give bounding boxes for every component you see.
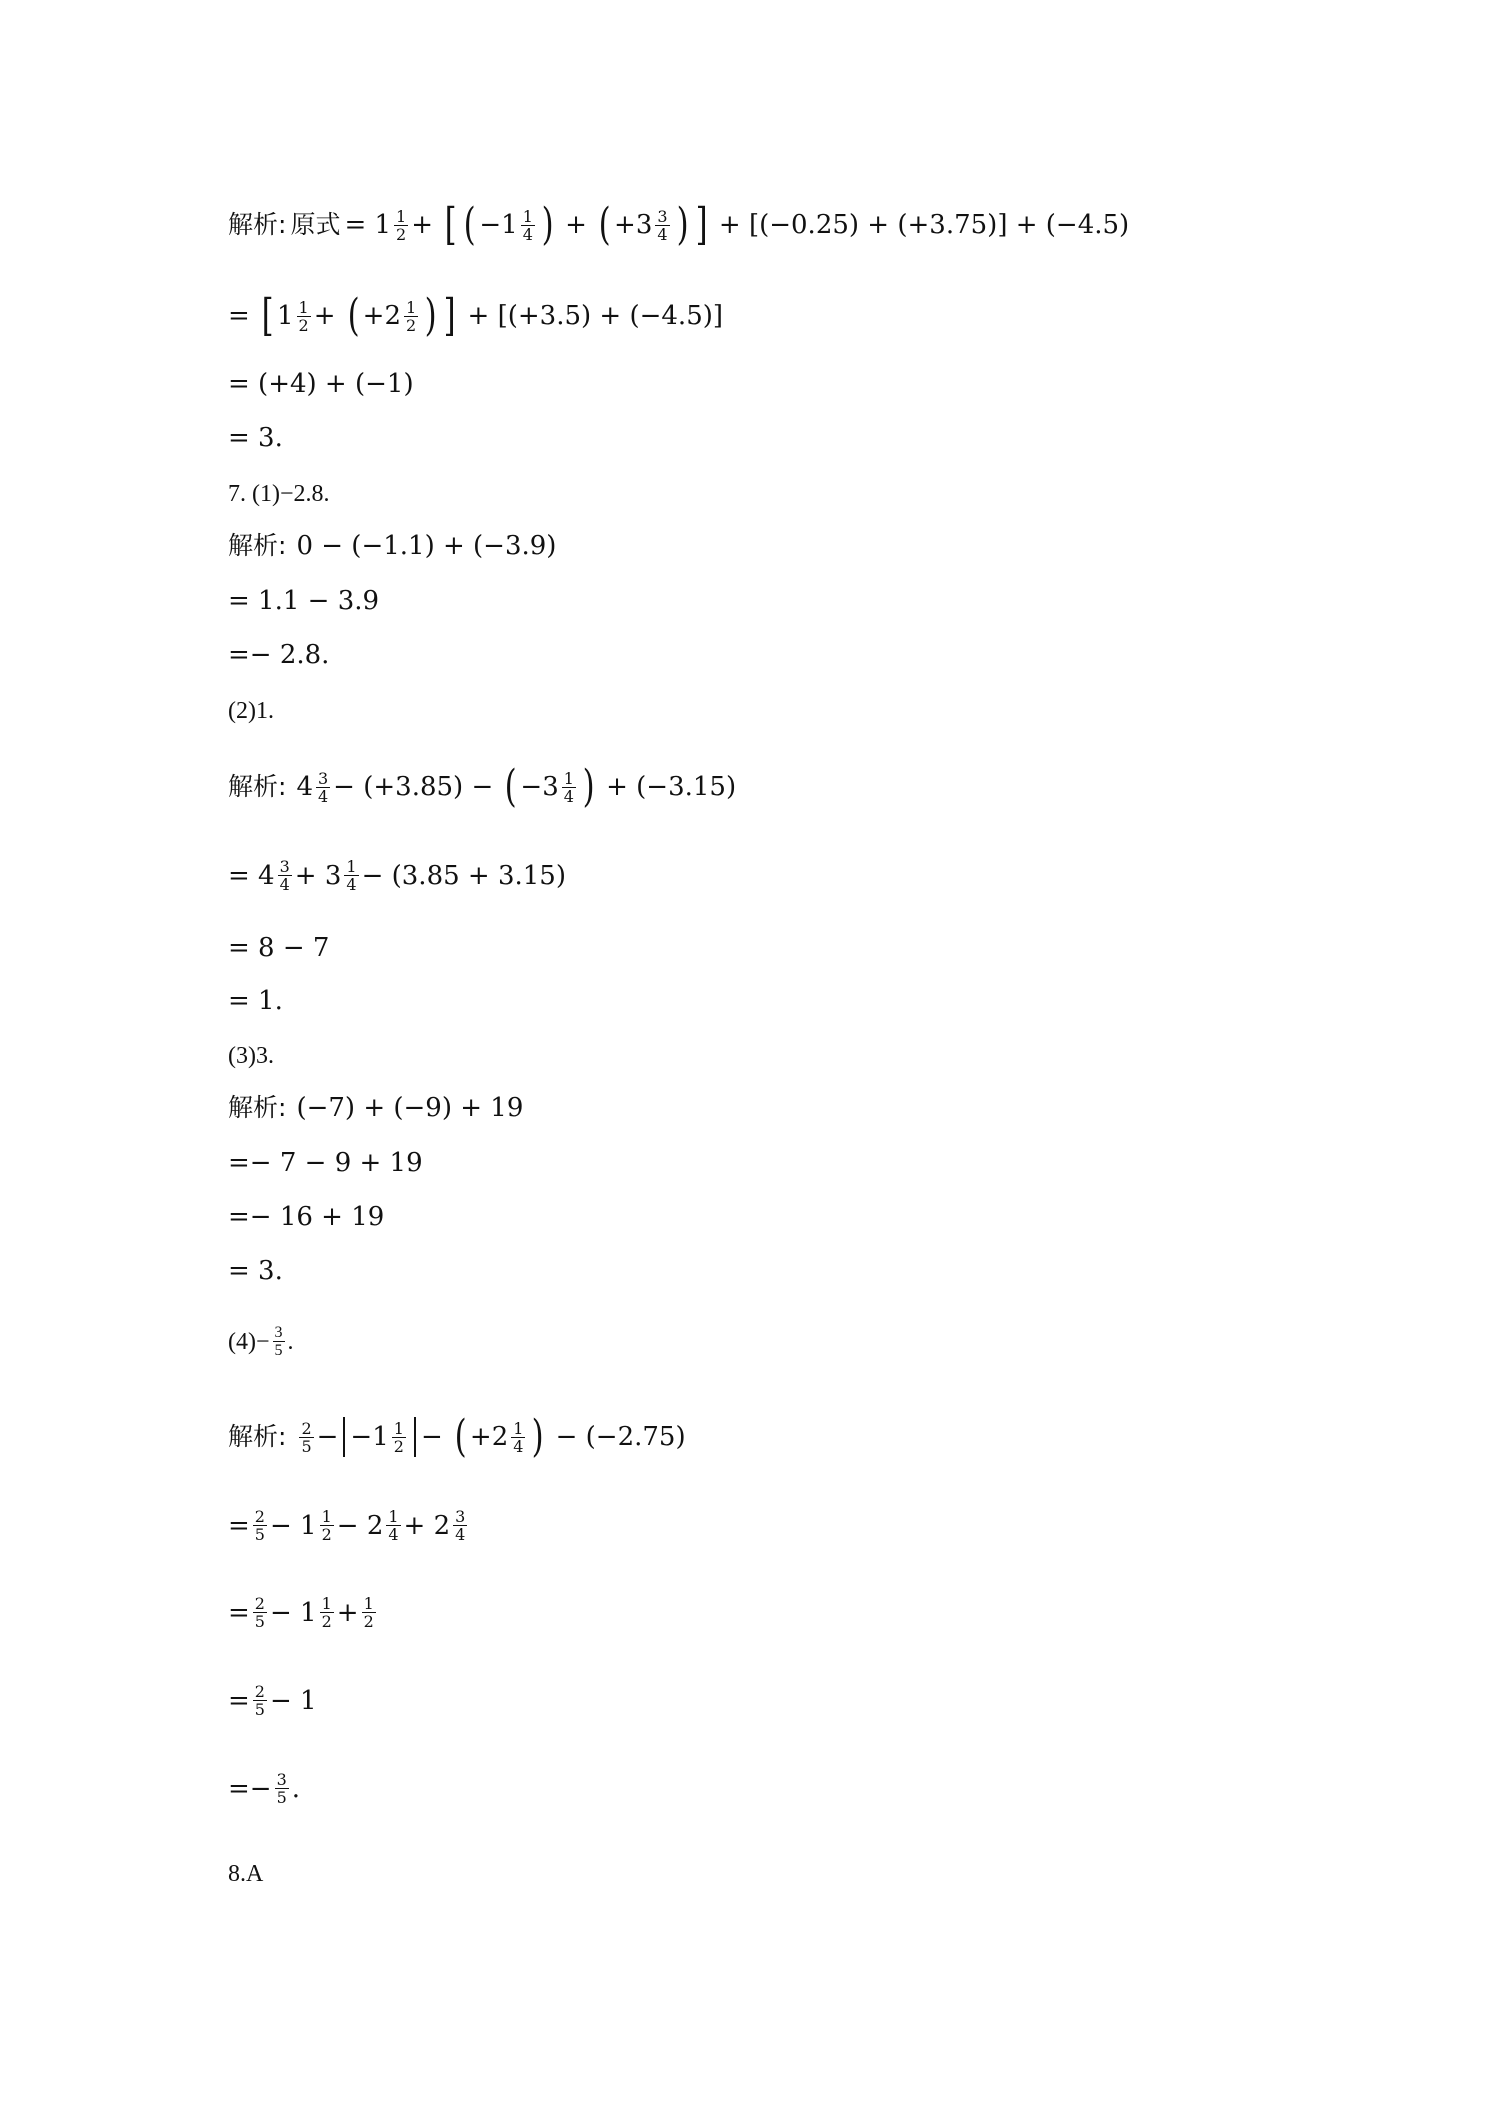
fraction: $\frac{2}{5}$	[301, 1418, 312, 1456]
expression-text: + (−3.15)	[606, 772, 737, 802]
expression-text: −	[316, 1422, 339, 1452]
solution-line: =− 7 − 9 + 19	[228, 1148, 423, 1178]
solution-line	[228, 1771, 300, 1806]
fraction: $\frac{1}{2}$	[321, 1507, 332, 1544]
problem-7-part-3-answer: (3)3.	[228, 1043, 274, 1069]
solution-line	[228, 761, 737, 812]
absolute-value-bar	[343, 1417, 345, 1457]
analysis-label: 解析:	[228, 210, 287, 239]
left-bracket: [	[444, 199, 457, 250]
problem-8-answer: 8.A	[228, 1861, 264, 1887]
fraction: $\frac{2}{5}$	[254, 1507, 265, 1544]
solution-line: = 1.	[228, 986, 283, 1016]
expression-text: =	[228, 1597, 250, 1628]
expression-text: − 2	[336, 1510, 384, 1541]
solution-line	[228, 199, 1130, 250]
right-paren: )	[541, 199, 554, 250]
fraction: $\frac{1}{4}$	[388, 1507, 399, 1544]
fraction: $\frac{3}{5}$	[276, 1770, 287, 1807]
right-paren: )	[676, 199, 689, 250]
right-paren: )	[531, 1411, 545, 1462]
solution-line	[228, 1683, 317, 1718]
left-bracket: [	[261, 290, 274, 341]
expression-text: +	[565, 210, 587, 240]
expression-text: − (−2.75)	[555, 1422, 686, 1452]
right-paren: )	[582, 761, 595, 812]
expression-text: +	[336, 1597, 359, 1628]
analysis-label: 解析:	[228, 531, 287, 560]
fraction: $\frac{2}{5}$	[254, 1594, 265, 1631]
right-bracket: ]	[443, 290, 456, 341]
left-paren: (	[504, 761, 517, 812]
solution-line: = 3.	[228, 423, 283, 453]
expression-text: +2	[469, 1422, 509, 1452]
fraction: $\frac{1}{2}$	[406, 297, 417, 335]
left-paren: (	[347, 290, 360, 341]
problem-7-part-4-answer: (4)− $\frac{3}{5}$ .	[228, 1324, 294, 1359]
expression-text: − 1	[269, 1685, 317, 1716]
fraction: $\frac{1}{4}$	[346, 857, 357, 894]
left-paren: (	[454, 1411, 467, 1462]
solution-line: = (+4) + (−1)	[228, 369, 414, 399]
right-bracket: ]	[695, 199, 708, 250]
expression-text: −	[420, 1422, 443, 1452]
fraction: $\frac{3}{4}$	[455, 1507, 466, 1544]
left-paren: (	[598, 199, 611, 250]
fraction: $\frac{3}{5}$	[274, 1324, 283, 1359]
fraction: $\frac{1}{2}$	[321, 1594, 332, 1631]
fraction: $\frac{1}{2}$	[298, 297, 309, 335]
fraction: $\frac{1}{4}$	[563, 768, 574, 806]
fraction: $\frac{3}{4}$	[317, 768, 329, 806]
expression-text: = 4	[228, 860, 275, 891]
solution-line: = 3.	[228, 1256, 283, 1286]
expression-text: +	[411, 210, 434, 240]
analysis-label: 解析:	[228, 1422, 287, 1451]
solution-line: = 8 − 7	[228, 933, 330, 963]
solution-line: =− 2.8.	[228, 640, 330, 670]
solution-line: = 1.1 − 3.9	[228, 586, 380, 616]
analysis-label: 解析:	[228, 1093, 287, 1122]
expression-text: (−7) + (−9) + 19	[296, 1093, 524, 1123]
fraction: $\frac{1}{4}$	[522, 206, 533, 244]
expression-text: −3	[520, 772, 559, 802]
expression-text: − 1	[269, 1597, 317, 1628]
expression-text: +	[313, 301, 336, 331]
problem-7-part-2-answer: (2)1.	[228, 698, 274, 724]
expression-text: − 1	[269, 1510, 317, 1541]
analysis-label: 解析:	[228, 772, 287, 801]
absolute-value-bar	[414, 1417, 416, 1457]
expression-text: −1	[350, 1422, 389, 1452]
solution-line	[228, 1411, 686, 1462]
expression-text: 1	[276, 301, 294, 331]
expression-text: =	[228, 1685, 250, 1716]
expression-text: 0 − (−1.1) + (−3.9)	[296, 531, 557, 561]
left-paren: (	[463, 199, 476, 250]
solution-line	[228, 531, 556, 561]
original-label: 原式	[290, 210, 341, 239]
fraction: $\frac{1}{2}$	[393, 1418, 404, 1456]
solution-line	[228, 1508, 470, 1543]
fraction: $\frac{1}{2}$	[396, 206, 407, 244]
expression-text: + [(−0.25) + (+3.75)] + (−4.5)	[718, 210, 1130, 240]
expression-text: −1	[479, 210, 518, 240]
expression-text: =−	[228, 1773, 272, 1804]
expression-text: .	[291, 1773, 301, 1804]
solution-line	[228, 1595, 379, 1630]
fraction: $\frac{1}{4}$	[513, 1418, 524, 1456]
expression-text: + 2	[403, 1510, 451, 1541]
fraction: $\frac{1}{2}$	[363, 1594, 374, 1631]
solution-line	[228, 1093, 523, 1123]
expression-text: 4	[296, 772, 313, 802]
expression-text: +3	[614, 210, 653, 240]
expression-text: =	[228, 301, 250, 331]
expression-text: =	[228, 1510, 250, 1541]
expression-text: − (+3.85) −	[333, 772, 494, 802]
fraction: $\frac{3}{4}$	[657, 206, 668, 244]
right-paren: )	[424, 290, 437, 341]
fraction: $\frac{2}{5}$	[254, 1682, 265, 1719]
solution-line: =− 16 + 19	[228, 1202, 385, 1232]
fraction: $\frac{3}{4}$	[279, 857, 290, 894]
problem-7-part-1-answer: 7. (1)−2.8.	[228, 481, 330, 507]
solution-line	[228, 290, 724, 341]
expression-text: + 3	[294, 860, 342, 891]
expression-text: − (3.85 + 3.15)	[361, 860, 566, 891]
expression-text: +2	[362, 301, 401, 331]
expression-text: = 1	[344, 210, 392, 240]
expression-text: + [(+3.5) + (−4.5)]	[467, 301, 724, 331]
solution-line	[228, 858, 566, 893]
